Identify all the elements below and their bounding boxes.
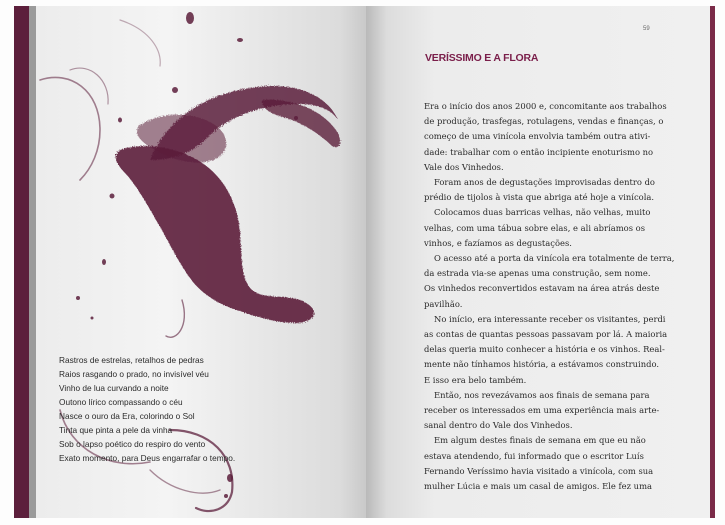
chapter-title: VERÍSSIMO E A FLORA	[425, 52, 539, 64]
body-line: Foram anos de degustações improvisadas dentro do	[434, 177, 655, 188]
body-line: prédio de tijolos à vista que abriga até hoje a vinícola.	[424, 192, 655, 203]
body-line: delas queria muito conhecer a história e os vinhos. Real-	[424, 344, 665, 355]
body-line: No início, era interessante receber os visitantes, perdi	[434, 313, 666, 324]
body-line: vinhos, e fazíamos as degustações.	[424, 237, 572, 248]
body-line: receber os interessados em uma experiência mais arte-	[424, 405, 660, 416]
body-line: Colocamos duas barricas velhas, não velhas, muito	[434, 207, 651, 218]
page-number: 59	[643, 26, 650, 32]
body-line: da estrada via-se apenas uma construção, sem nome.	[424, 268, 651, 279]
poem-line: Outono lírico compassando o céu	[59, 397, 183, 407]
poem-line: Sob o lapso poético do respiro do vento	[59, 439, 206, 449]
body-line: Então, nos revezávamos aos finais de semana para	[434, 389, 650, 400]
book-back-cover-edge	[710, 6, 715, 518]
body-line: estava atendendo, fui informado que o escritor Luís	[424, 450, 644, 461]
body-line: E isso era belo também.	[424, 374, 527, 385]
body-line: Em algum destes finais de semana em que eu não	[434, 435, 646, 446]
body-line: de produção, trasfegas, rotulagens, vendas e finanças, o	[424, 116, 664, 127]
body-line: Fernando Veríssimo havia visitado a vinícola, com sua	[424, 465, 654, 476]
body-line: sanal dentro do Vale dos Vinhedos.	[424, 420, 573, 431]
poem-line: Vinho de lua curvando a noite	[59, 383, 169, 393]
poem-line: Rastros de estrelas, retalhos de pedras	[59, 355, 204, 365]
body-line: O acesso até a porta da vinícola era totalmente de terra,	[434, 253, 675, 264]
body-line: Os vinhedos reconvertidos estavam na área atrás deste	[424, 283, 660, 294]
body-line: velhas, com uma tábua sobre elas, e ali abríamos os	[424, 222, 645, 233]
chapter-body	[424, 99, 675, 494]
body-line: as contas de quantas pessoas passavam por lá. A maioria	[424, 329, 668, 340]
body-line: mulher Lúcia e mais um casal de amigos. Ele fez uma	[424, 481, 653, 492]
poem-line: Raios rasgando o prado, no invisível véu	[59, 369, 209, 379]
body-line: dade: trabalhar com o então incipiente enoturismo no	[424, 146, 654, 157]
body-line: pavilhão.	[424, 298, 463, 309]
poem	[59, 353, 299, 465]
body-line: mente não tínhamos história, a estávamos construindo.	[424, 359, 660, 370]
poem-line: Tinta que pinta a pele da vinha	[59, 425, 173, 435]
poem-line: Nasce o ouro da Era, colorindo o Sol	[59, 411, 195, 421]
poem-line: Exato momento, para Deus engarrafar o tempo.	[59, 453, 236, 463]
body-line: Era o início dos anos 2000 e, concomitante aos trabalhos	[424, 101, 667, 111]
body-line: Vale dos Vinhedos.	[424, 161, 504, 172]
body-line: começo de uma vinícola envolvia também outra ativi-	[424, 131, 651, 142]
